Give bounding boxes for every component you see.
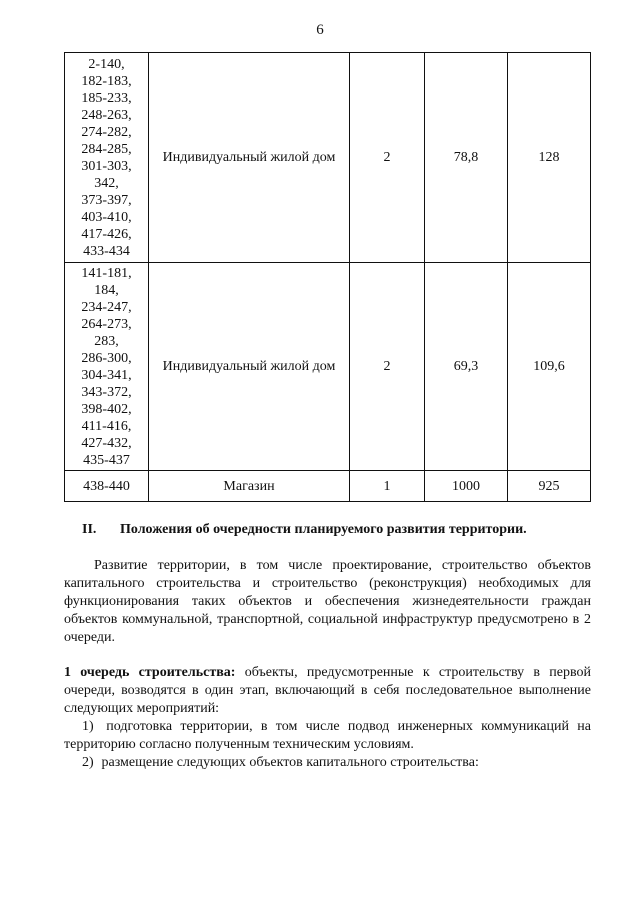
lot-range: 264-273,: [81, 316, 132, 332]
lot-range: 182-183,: [81, 73, 132, 89]
lot-range: 435-437: [83, 452, 130, 468]
lot-range: 274-282,: [81, 124, 132, 140]
lot-range: 248-263,: [81, 107, 132, 123]
first-stage-label: 1 очередь строительства:: [64, 665, 236, 680]
object-name-cell: Индивидуальный жилой дом: [149, 263, 350, 471]
list-marker: 2): [82, 755, 94, 770]
list-item-text: размещение следующих объектов капитального строительства:: [101, 755, 479, 770]
area-cell: 109,6: [508, 263, 591, 471]
lot-range: 342,: [94, 175, 119, 191]
lot-numbers-cell: [65, 263, 149, 471]
list-marker: 1): [82, 719, 94, 734]
lot-range: 283,: [94, 333, 119, 349]
lot-range: 433-434: [83, 243, 130, 259]
lot-range: 343-372,: [81, 384, 132, 400]
paragraph-first-stage: [64, 664, 591, 718]
lot-range: 398-402,: [81, 401, 132, 417]
lot-range: 284-285,: [81, 141, 132, 157]
lot-range: 286-300,: [81, 350, 132, 366]
first-stage-text: объекты, предусмотренные к строительству в первой очереди, возводятся в один этап, включающий в себя последовательное выполнение следующих мероприятий:: [64, 665, 591, 716]
paragraph-development: Развитие территории, в том числе проектирование, строительство объектов капитального строительства и строительство (реконструкция) необходимых для функционирования таких объектов и обеспечения жизнедеятельности граждан объектов коммунальной, транспортной, социальной инфраструктур предусмотрено в 2 очереди.: [64, 558, 591, 645]
lot-range: 403-410,: [81, 209, 132, 225]
table-row: [65, 471, 591, 502]
area-cell: 925: [508, 471, 591, 502]
section-title: Положения об очередности планируемого развития территории.: [120, 522, 527, 537]
lot-range: 427-432,: [81, 435, 132, 451]
area-cell: 128: [508, 53, 591, 263]
lot-range: 184,: [94, 282, 119, 298]
lot-range: 301-303,: [81, 158, 132, 174]
table-row: [65, 53, 591, 263]
lot-range: 304-341,: [81, 367, 132, 383]
floors-cell: 1: [350, 471, 425, 502]
lot-range: 438-440: [83, 478, 130, 494]
area-cell: 1000: [425, 471, 508, 502]
list-item: [64, 754, 591, 772]
lot-numbers-cell: [65, 53, 149, 263]
lot-range: 417-426,: [81, 226, 132, 242]
lot-range: 141-181,: [81, 265, 132, 281]
objects-table: [64, 52, 591, 502]
list-item: [64, 718, 591, 754]
section-number: II.: [82, 522, 97, 537]
floors-cell: 2: [350, 263, 425, 471]
lot-numbers-cell: [65, 471, 149, 502]
table-row: [65, 263, 591, 471]
lot-range: 411-416,: [81, 418, 132, 434]
list-item-text: подготовка территории, в том числе подвод инженерных коммуникаций на территорию согласно полученным техническим условиям.: [64, 719, 591, 752]
lot-range: 234-247,: [81, 299, 132, 315]
page-number: 6: [316, 22, 324, 38]
area-cell: 78,8: [425, 53, 508, 263]
object-name-cell: Магазин: [149, 471, 350, 502]
lot-range: 373-397,: [81, 192, 132, 208]
area-cell: 69,3: [425, 263, 508, 471]
lot-range: 185-233,: [81, 90, 132, 106]
lot-range: 2-140,: [88, 56, 125, 72]
floors-cell: 2: [350, 53, 425, 263]
object-name-cell: Индивидуальный жилой дом: [149, 53, 350, 263]
